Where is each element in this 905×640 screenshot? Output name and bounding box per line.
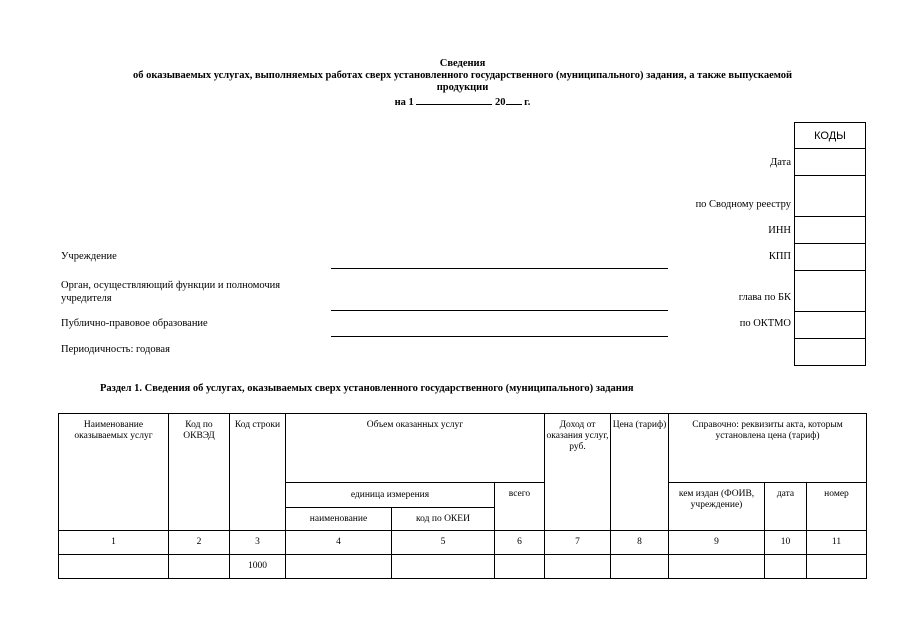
col-header-unit-name: наименование — [286, 508, 392, 531]
code-cell-oktmo[interactable] — [795, 312, 866, 339]
col-header-unit-okei: код по ОКЕИ — [392, 508, 495, 531]
document-subtitle-line1: об оказываемых услугах, выполняемых работах сверх установленного государственного (муниципального) задания, а также выпускаемой — [132, 70, 793, 81]
col-header-reference: Справочно: реквизиты акта, которым установлена цена (тариф) — [669, 414, 867, 483]
col-number-cell: 7 — [545, 531, 611, 555]
col-number-cell: 6 — [495, 531, 545, 555]
col-number-cell: 8 — [611, 531, 669, 555]
label-public-entity: Публично-правовое образование — [61, 318, 208, 329]
label-registry: по Сводному реестру — [695, 199, 791, 210]
col-number-cell: 9 — [669, 531, 765, 555]
label-glava-bk: глава по БК — [738, 292, 791, 303]
date-suffix: г. — [524, 97, 531, 108]
label-oktmo: по ОКТМО — [739, 318, 791, 329]
code-cell-date[interactable] — [795, 149, 866, 176]
codes-table — [794, 122, 866, 366]
col-number-cell: 1 — [59, 531, 169, 555]
section-1-title: Раздел 1. Сведения об услугах, оказываемых сверх установленного государственного (муниципального) задания — [100, 383, 634, 394]
col-number-cell: 4 — [286, 531, 392, 555]
code-cell-kpp[interactable] — [795, 244, 866, 271]
col-number-cell: 11 — [807, 531, 867, 555]
column-numbers-row — [59, 531, 867, 555]
col-header-row-code: Код строки — [230, 414, 286, 531]
col-header-okved: Код по ОКВЭД — [169, 414, 230, 531]
label-founder-line1: Орган, осуществляющий функции и полномочия — [61, 280, 281, 291]
col-number-cell: 10 — [765, 531, 807, 555]
code-cell-glava-bk[interactable] — [795, 271, 866, 312]
col-header-number: номер — [807, 483, 867, 531]
date-prefix: на 1 — [394, 97, 414, 108]
label-founder-line2: учредителя — [61, 293, 112, 304]
label-periodicity: Периодичность: годовая — [61, 344, 170, 355]
col-header-total: всего — [495, 483, 545, 531]
label-date: Дата — [770, 157, 791, 168]
col-number-cell: 3 — [230, 531, 286, 555]
founder-fill-line[interactable] — [331, 310, 668, 311]
cell-issued-by[interactable] — [669, 555, 765, 579]
document-subtitle-line2: продукции — [436, 82, 489, 93]
label-institution: Учреждение — [61, 251, 117, 262]
label-kpp: КПП — [768, 251, 791, 262]
table-row — [59, 555, 867, 579]
codes-header: КОДЫ — [795, 123, 866, 149]
document-title: Сведения — [439, 58, 486, 69]
institution-fill-line[interactable] — [331, 268, 668, 269]
col-header-volume: Объем оказанных услуг — [286, 414, 545, 483]
cell-unit-okei[interactable] — [392, 555, 495, 579]
code-cell-extra[interactable] — [795, 339, 866, 366]
date-year-prefix: 20 — [495, 97, 506, 108]
public-entity-fill-line[interactable] — [331, 336, 668, 337]
services-table — [58, 413, 867, 579]
col-header-issued-by: кем издан (ФОИВ, учреждение) — [669, 483, 765, 531]
col-header-price: Цена (тариф) — [611, 414, 669, 531]
col-number-cell: 5 — [392, 531, 495, 555]
cell-income[interactable] — [545, 555, 611, 579]
report-date-line — [60, 94, 865, 109]
code-cell-inn[interactable] — [795, 217, 866, 244]
cell-total[interactable] — [495, 555, 545, 579]
cell-row-code: 1000 — [230, 555, 286, 579]
document-header — [60, 58, 865, 109]
col-number-cell: 2 — [169, 531, 230, 555]
label-founder — [61, 279, 280, 305]
col-header-date: дата — [765, 483, 807, 531]
label-inn: ИНН — [768, 225, 791, 236]
cell-okved[interactable] — [169, 555, 230, 579]
cell-name[interactable] — [59, 555, 169, 579]
col-header-name: Наименование оказываемых услуг — [59, 414, 169, 531]
date-year-blank[interactable] — [506, 94, 522, 105]
cell-date[interactable] — [765, 555, 807, 579]
cell-number[interactable] — [807, 555, 867, 579]
cell-unit-name[interactable] — [286, 555, 392, 579]
col-header-unit: единица измерения — [286, 483, 495, 508]
date-day-month-blank[interactable] — [416, 94, 492, 105]
code-cell-registry[interactable] — [795, 176, 866, 217]
cell-price[interactable] — [611, 555, 669, 579]
col-header-income: Доход от оказания услуг, руб. — [545, 414, 611, 531]
